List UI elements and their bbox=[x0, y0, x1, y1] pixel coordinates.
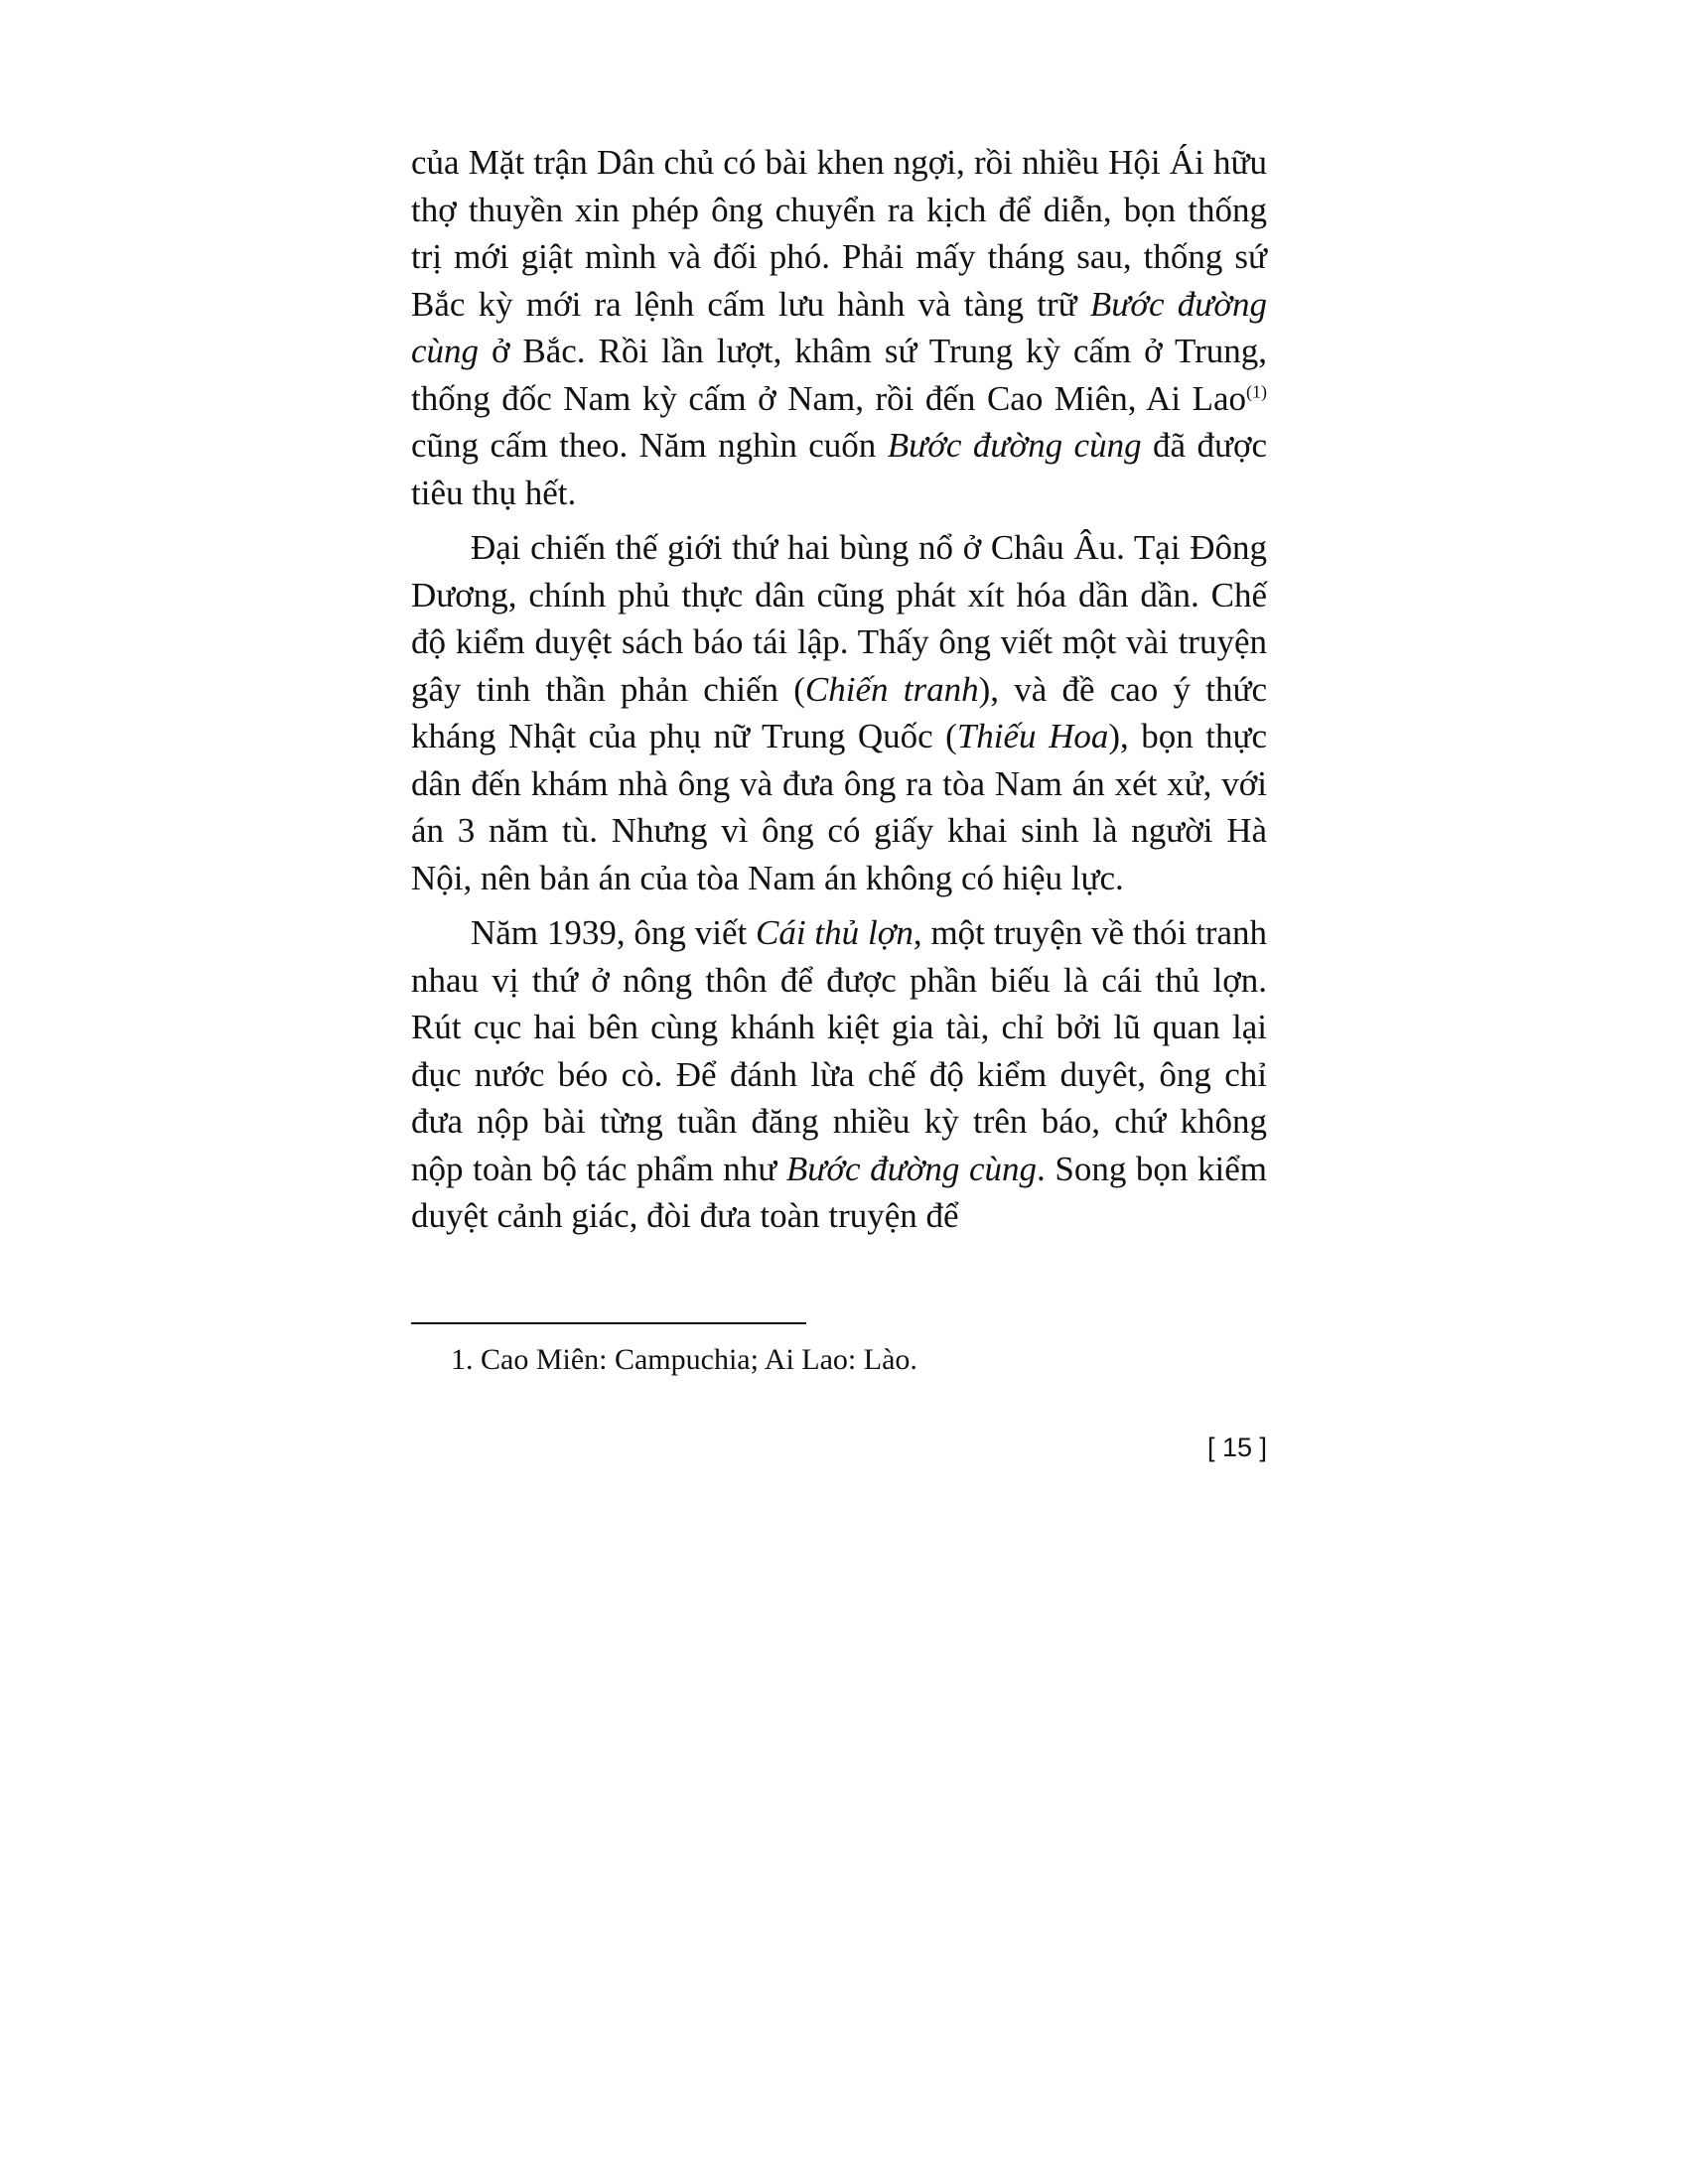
paragraph-1 bbox=[411, 139, 1267, 516]
footnote-separator bbox=[411, 1322, 806, 1324]
paragraph-2 bbox=[411, 524, 1267, 901]
italic-title: Cái thủ lợn bbox=[756, 913, 914, 952]
italic-title: Thiếu Hoa bbox=[956, 717, 1109, 755]
footnote-reference: (1) bbox=[1246, 380, 1267, 401]
text-run: của Mặt trận Dân chủ có bài khen ngợi, rồi nhiều Hội Ái hữu thợ thuyền xin phép ông chuyển ra kịch để diễn, bọn thống trị mới giật mình và đối phó. Phải mấy tháng sau, thống sứ Bắc kỳ mới ra lệnh cấm lưu hành và tàng trữ bbox=[411, 143, 1267, 324]
paragraph-3 bbox=[411, 909, 1267, 1240]
page-number: [ 15 ] bbox=[1206, 1433, 1267, 1462]
text-run: Năm 1939, ông viết bbox=[471, 913, 757, 952]
text-run: . Song bọn kiểm duyệt cảnh giác, đòi đưa toàn truyện để bbox=[411, 1149, 1267, 1235]
text-run: cũng cấm theo. Năm nghìn cuốn bbox=[411, 426, 888, 465]
text-run: , một truyện về thói tranh nhau vị thứ ở nông thôn để được phần biếu là cái thủ lợn. Rút cục hai bên cùng khánh kiệt gia tài, chỉ bởi lũ quan lại đục nước béo cò. Để đánh lừa chế độ kiểm duyêt, ông chỉ đưa nộp bài từng tuần đăng nhiều kỳ trên báo, chứ không nộp toàn bộ tác phẩm như bbox=[411, 913, 1267, 1188]
text-run: đã được tiêu thụ hết. bbox=[411, 426, 1267, 512]
italic-title: Bước đường cùng bbox=[887, 426, 1142, 465]
italic-title: Bước đường cùng bbox=[785, 1149, 1038, 1188]
text-run: ), bọn thực dân đến khám nhà ông và đưa ông ra tòa Nam án xét xử, với án 3 năm tù. Nhưng vì ông có giấy khai sinh là người Hà Nội, nên bản án của tòa Nam án không có hiệu lực. bbox=[411, 717, 1267, 897]
footnote: 1. Cao Miên: Campuchia; Ai Lao: Lào. bbox=[451, 1343, 917, 1376]
text-run: Đại chiến thế giới thứ hai bùng nổ ở Châu Âu. Tại Đông Dương, chính phủ thực dân cũng phát xít hóa dần dần. Chế độ kiểm duyệt sách báo tái lập. Thấy ông viết một vài truyện gây tinh thần phản chiến ( bbox=[411, 528, 1267, 709]
italic-title: Chiến tranh bbox=[804, 669, 979, 709]
text-run: ở Bắc. Rồi lần lượt, khâm sứ Trung kỳ cấm ở Trung, thống đốc Nam kỳ cấm ở Nam, rồi đến Cao Miên, Ai Lao bbox=[411, 332, 1267, 418]
italic-title: Bước đường cùng bbox=[411, 284, 1268, 370]
body-text bbox=[411, 139, 1267, 1248]
text-run: ), và đề cao ý thức kháng Nhật của phụ nữ Trung Quốc ( bbox=[411, 669, 1268, 755]
